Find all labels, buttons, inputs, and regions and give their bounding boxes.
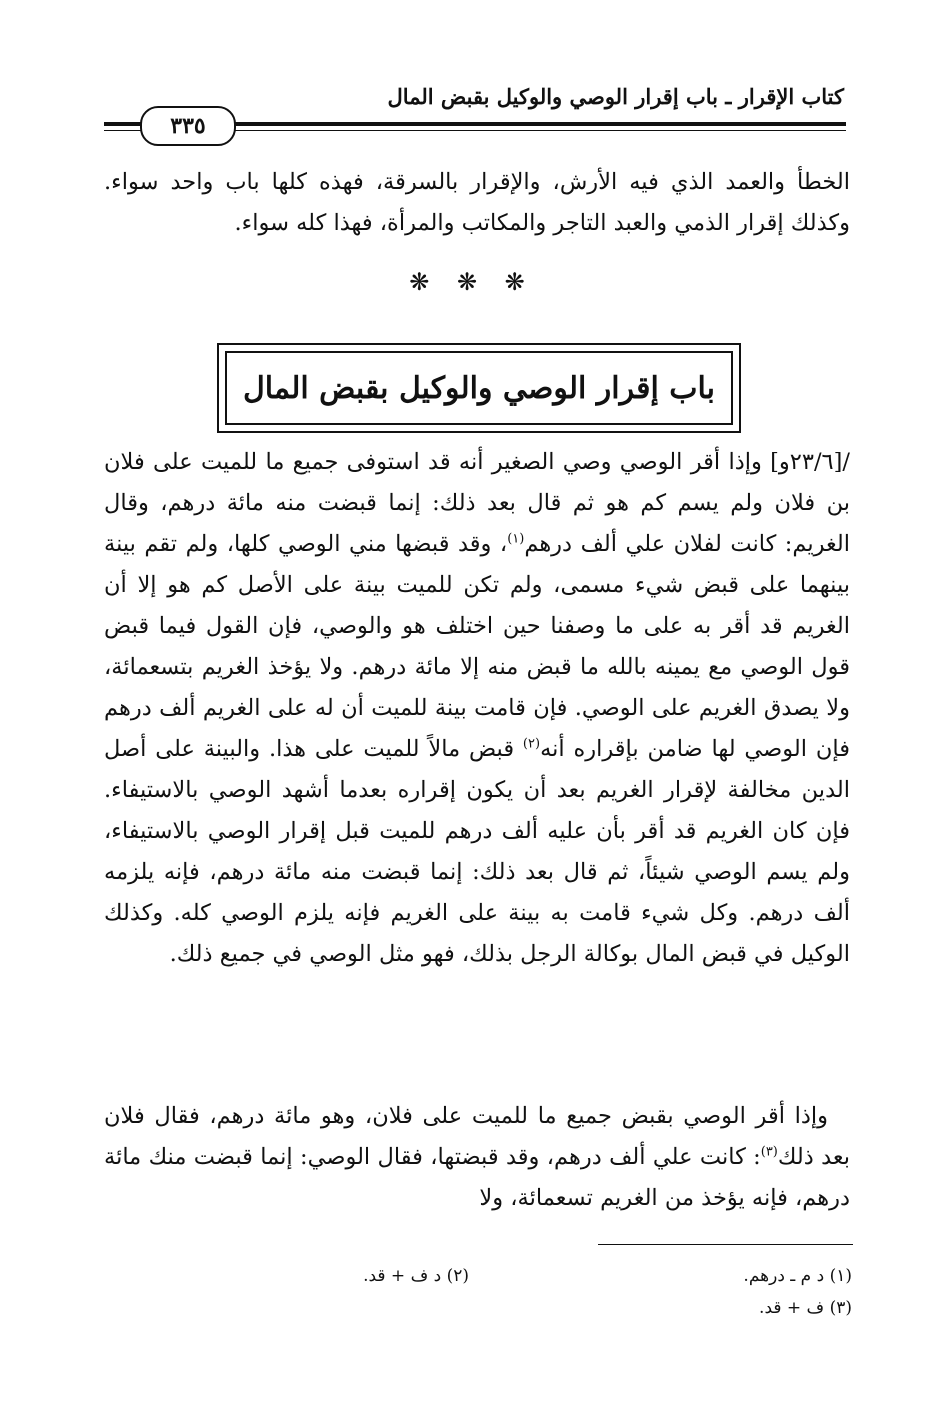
paragraph-last-part2: : كانت علي ألف درهم، وقد قبضتها، فقال الوصي: إنما قبضت منك مائة درهم، فإنه يؤخذ من الغريم تسعمائة، ولا [104, 1144, 850, 1211]
paragraph-main-part2: ، وقد قبضها مني الوصي كلها، ولم تقم بينة بينهما على قبض شيء مسمى، ولم تكن للميت بينة على الأصل كم هو إلا أن الغريم قد أقر به على ما وصفنا حين اختلف هو والوصي، فإن القول فيما قبض قول الوصي مع يمينه بالله ما قبض منه إلا مائة درهم. ولا يؤخذ الغريم بتسعمائة، ولا يصدق الغريم على الوصي. فإن قامت بينة للميت أن له على الغريم ألف درهم فإن الوصي لها ضامن بإقراره أنه [104, 531, 850, 762]
chapter-title-frame [217, 343, 741, 433]
footnote-separator [598, 1244, 853, 1245]
running-header-title: كتاب الإقرار ـ باب إقرار الوصي والوكيل بقبض المال [387, 84, 844, 109]
footnote-ref-1[interactable]: (١) [507, 531, 525, 547]
footnote-1: (١) د م ـ درهم. [743, 1266, 852, 1286]
paragraph-last-part1: وإذا أقر الوصي بقبض جميع ما للميت على فلان، وهو مائة درهم، فقال فلان بعد ذلك [104, 1103, 851, 1170]
footnote-3: (٣) ف + قد. [759, 1298, 852, 1318]
footnote-2: (٢) د ف + قد. [363, 1266, 469, 1286]
paragraph-main-part3: قبض مالاً للميت على هذا. والبينة على أصل الدين مخالفة لإقرار الغريم بعد أن يكون إقراره بعدما أشهد الوصي بالاستيفاء. فإن كان الغريم قد أقر بأن عليه ألف درهم للميت قبل إقرار الوصي بالاستيفاء، ولم يسم الوصي شيئاً، ثم قال بعد ذلك: إنما قبضت منه مائة درهم، فإنه يلزمه ألف درهم. وكل شيء قامت به بينة على الغريم فإنه يلزم الوصي كله. وكذلك الوكيل في قبض المال بوكالة الرجل بذلك، فهو مثل الوصي في جميع ذلك. [104, 736, 850, 967]
paragraph-last [104, 1096, 850, 1219]
page-number: ٣٣٥ [140, 106, 236, 146]
section-ornament: ❋ ❋ ❋ [409, 268, 535, 296]
footnote-ref-2[interactable]: (٢) [522, 736, 541, 752]
paragraph-main-part1: /[٢٣/٦و] وإذا أقر الوصي وصي الصغير أنه قد استوفى جميع ما للميت على فلان بن فلان ولم يسم كم هو ثم قال بعد ذلك: إنما قبضت منه مائة درهم، وقال الغريم: كانت لفلان علي ألف درهم [104, 449, 851, 557]
chapter-title-inner-frame [225, 351, 733, 425]
chapter-title: باب إقرار الوصي والوكيل بقبض المال [242, 370, 716, 406]
footnote-ref-3[interactable]: (٣) [760, 1144, 778, 1160]
paragraph-top: الخطأ والعمد الذي فيه الأرش، والإقرار بالسرقة، فهذه كلها باب واحد سواء. وكذلك إقرار الذمي والعبد التاجر والمكاتب والمرأة، فهذا كله سواء. [104, 169, 850, 236]
paragraph-main [104, 442, 850, 975]
